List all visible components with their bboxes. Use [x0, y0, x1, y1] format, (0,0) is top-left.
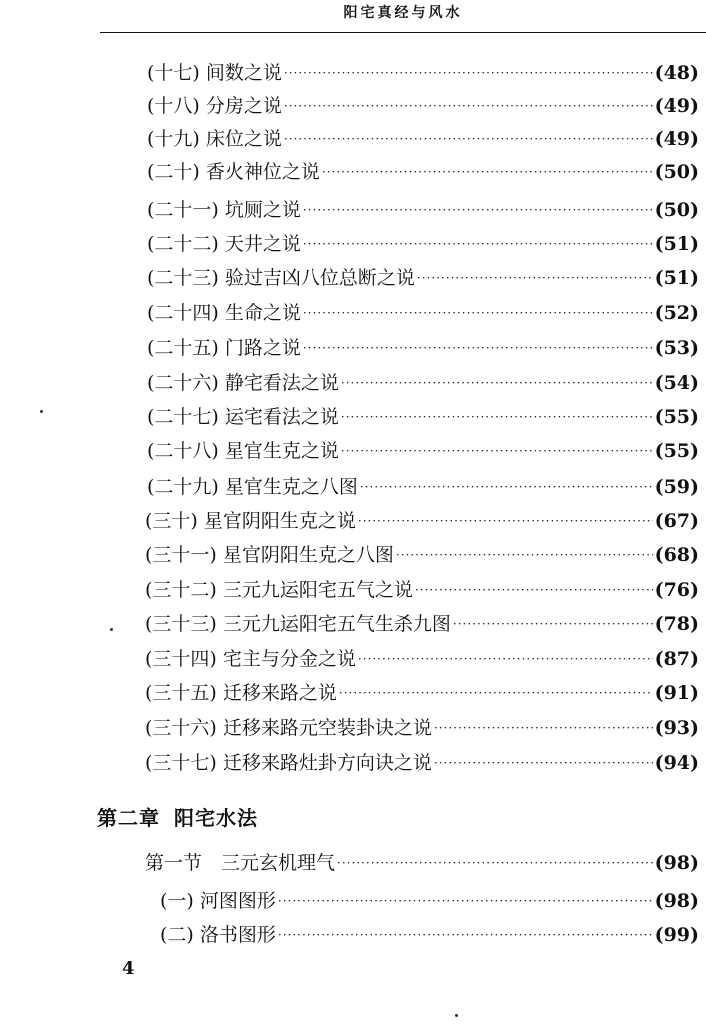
- toc-entry-page: (93): [654, 717, 699, 739]
- dot-leader: [396, 542, 653, 568]
- dot-leader: [303, 300, 653, 326]
- toc-entry-page: (50): [654, 199, 699, 221]
- toc-entry: [145, 508, 699, 534]
- toc-entry-label: (二十九) 星官生克之八图: [147, 476, 358, 498]
- toc-entry-page: (55): [654, 440, 699, 462]
- scan-speck: [110, 628, 113, 631]
- scan-speck: [455, 1014, 458, 1017]
- toc-entry-label: (二十四) 生命之说: [147, 302, 301, 324]
- toc-entry: [145, 750, 699, 776]
- toc-entry: [147, 197, 699, 223]
- section-entry-label: (二) 洛书图形: [160, 924, 276, 946]
- dot-leader: [303, 231, 653, 257]
- dot-leader: [453, 611, 653, 637]
- toc-entry-page: (49): [654, 95, 699, 117]
- toc-entry-label: (三十三) 三元九运阳宅五气生杀九图: [145, 613, 451, 635]
- running-header: 阳宅真经与风水: [343, 5, 463, 21]
- dot-leader: [417, 265, 653, 291]
- section-entry-page: (99): [654, 924, 699, 946]
- toc-entry-page: (49): [654, 128, 699, 150]
- section-entry: [160, 888, 699, 914]
- chapter-title: 阳宅水法: [174, 806, 258, 830]
- dot-leader: [341, 370, 653, 396]
- toc-entry-page: (48): [654, 62, 699, 84]
- toc-entry-label: (二十五) 门路之说: [147, 337, 301, 359]
- toc-entry-page: (53): [654, 337, 699, 359]
- header-rule: [100, 32, 706, 33]
- chapter-heading: [97, 802, 258, 831]
- toc-entry-label: (三十四) 宅主与分金之说: [145, 648, 356, 670]
- toc-entry-label: (二十七) 运宅看法之说: [147, 406, 339, 428]
- dot-leader: [339, 680, 653, 706]
- dot-leader: [337, 850, 653, 876]
- toc-entry-page: (51): [654, 267, 699, 289]
- toc-entry-page: (55): [654, 406, 699, 428]
- dot-leader: [358, 646, 653, 672]
- dot-leader: [434, 715, 653, 741]
- dot-leader: [284, 60, 653, 86]
- toc-entry-label: (二十六) 静宅看法之说: [147, 372, 339, 394]
- toc-entry-page: (50): [654, 161, 699, 183]
- toc-entry-page: (67): [654, 510, 699, 532]
- toc-entry-label: (三十二) 三元九运阳宅五气之说: [145, 579, 413, 601]
- toc-entry-label: (三十七) 迁移来路灶卦方向诀之说: [145, 752, 432, 774]
- toc-entry-label: (三十) 星官阴阳生克之说: [145, 510, 356, 532]
- page-number: 4: [122, 958, 135, 979]
- section-entry-label: (一) 河图图形: [160, 890, 276, 912]
- dot-leader: [303, 197, 653, 223]
- toc-entry-page: (78): [654, 613, 699, 635]
- toc-entry-page: (68): [654, 544, 699, 566]
- toc-entry-page: (54): [654, 372, 699, 394]
- dot-leader: [434, 750, 653, 776]
- toc-entry: [147, 474, 699, 500]
- toc-entry: [147, 159, 699, 185]
- toc-entry-page: (76): [654, 579, 699, 601]
- toc-entry-label: (二十一) 坑厕之说: [147, 199, 301, 221]
- toc-entry: [145, 680, 699, 706]
- dot-leader: [278, 888, 653, 914]
- toc-entry-page: (52): [654, 302, 699, 324]
- dot-leader: [278, 922, 653, 948]
- toc-entry: [145, 611, 699, 637]
- toc-entry-label: (三十五) 迁移来路之说: [145, 682, 337, 704]
- toc-entry: [145, 715, 699, 741]
- dot-leader: [322, 159, 653, 185]
- section-entry-page: (98): [654, 890, 699, 912]
- section-entry: [160, 922, 699, 948]
- section-entry-label: 第一节 三元玄机理气: [145, 852, 336, 874]
- toc-entry-label: (二十三) 验过吉凶八位总断之说: [147, 267, 415, 289]
- dot-leader: [360, 474, 653, 500]
- toc-entry-label: (二十) 香火神位之说: [147, 161, 320, 183]
- dot-leader: [415, 577, 653, 603]
- dot-leader: [284, 126, 653, 152]
- chapter-number: 第二章: [97, 806, 160, 830]
- toc-entry-page: (94): [654, 752, 699, 774]
- section-entry: [145, 850, 699, 876]
- toc-entry-page: (51): [654, 233, 699, 255]
- toc-entry-page: (87): [654, 648, 699, 670]
- toc-entry-label: (三十一) 星官阴阳生克之八图: [145, 544, 394, 566]
- toc-entry: [147, 231, 699, 257]
- dot-leader: [303, 335, 653, 361]
- toc-entry: [145, 577, 699, 603]
- toc-entry: [147, 126, 699, 152]
- toc-entry-label: (十九) 床位之说: [147, 128, 282, 150]
- toc-entry-label: (二十二) 天井之说: [147, 233, 301, 255]
- toc-entry: [147, 93, 699, 119]
- toc-entry: [145, 646, 699, 672]
- toc-entry-label: (三十六) 迁移来路元空装卦诀之说: [145, 717, 432, 739]
- toc-entry-label: (十七) 间数之说: [147, 62, 282, 84]
- dot-leader: [358, 508, 653, 534]
- section-entry-page: (98): [654, 852, 699, 874]
- dot-leader: [341, 404, 653, 430]
- toc-entry: [147, 404, 699, 430]
- toc-entry: [147, 438, 699, 464]
- toc-entry-label: (二十八) 星官生克之说: [147, 440, 339, 462]
- scan-speck: [40, 410, 43, 413]
- dot-leader: [284, 93, 653, 119]
- toc-entry: [147, 60, 699, 86]
- toc-entry-page: (59): [654, 476, 699, 498]
- toc-entry-page: (91): [654, 682, 699, 704]
- toc-entry: [147, 265, 699, 291]
- toc-entry: [145, 542, 699, 568]
- toc-entry: [147, 300, 699, 326]
- dot-leader: [341, 438, 653, 464]
- toc-entry: [147, 370, 699, 396]
- toc-entry-label: (十八) 分房之说: [147, 95, 282, 117]
- toc-entry: [147, 335, 699, 361]
